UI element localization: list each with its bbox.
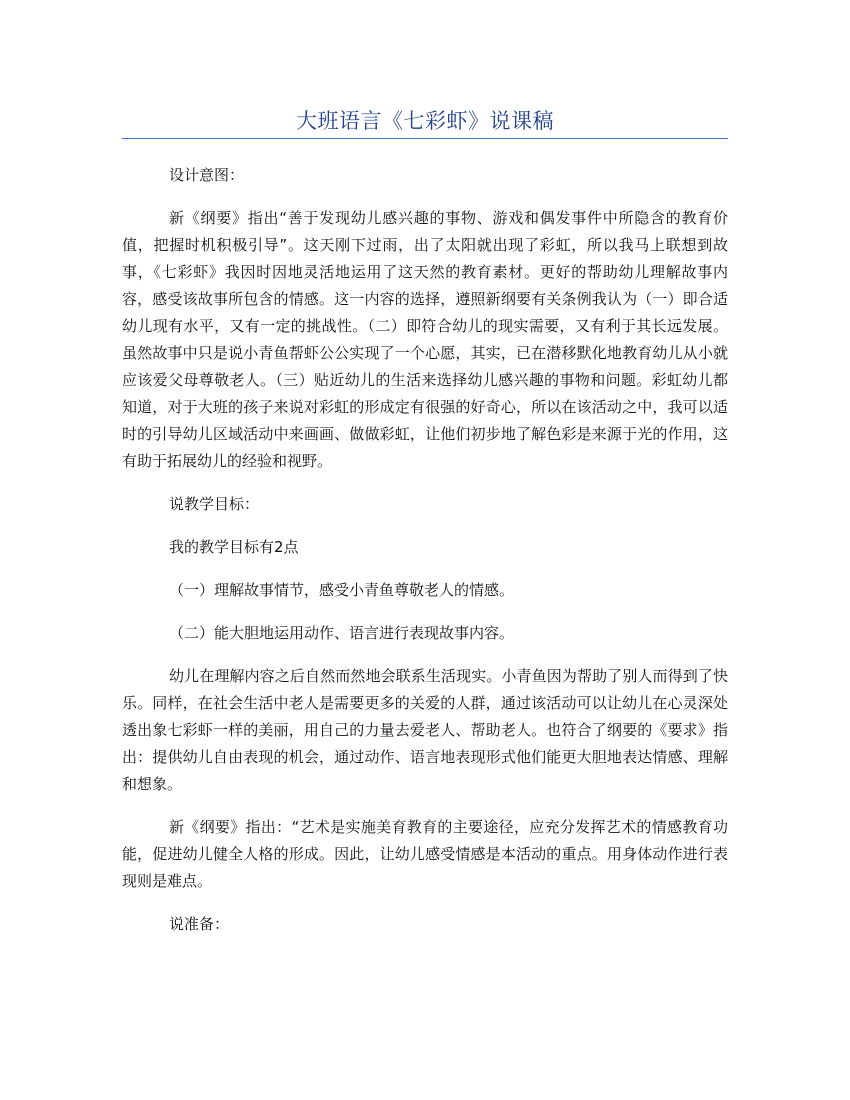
- section-heading-design-intent: 设计意图：: [169, 166, 245, 184]
- section-heading-teaching-goals: 说教学目标：: [169, 495, 260, 513]
- paragraph-goal-explanation: 幼儿在理解内容之后自然而然地会联系生活现实。小青鱼因为帮助了别人而得到了快乐。同样，在社会生活中老人是需要更多的关爱的人群，通过该活动可以让幼儿在心灵深处透出象七彩虾一样的美丽，用自己的力量去爱老人、帮助老人。也符合了纲要的《要求》指出：提供幼儿自由表现的机会，通过动作、语言地表现形式他们能更大胆地表达情感、理解和想象。: [122, 667, 728, 793]
- paragraph-goal-1: （一）理解故事情节，感受小青鱼尊敬老人的情感。: [169, 581, 515, 599]
- paragraph-design-intent: 新《纲要》指出“善于发现幼儿感兴趣的事物、游戏和偶发事件中所隐含的教育价值，把握时机积极引导”。这天刚下过雨，出了太阳就出现了彩虹，所以我马上联想到故事，《七彩虾》我因时因地灵活地运用了这天然的教育素材。更好的帮助幼儿理解故事内容，感受该故事所包含的情感。这一内容的选择，遵照新纲要有关条例我认为（一）即合适幼儿现有水平，又有一定的挑战性。（二）即符合幼儿的现实需要，又有利于其长远发展。虽然故事中只是说小青鱼帮虾公公实现了一个心愿，其实，已在潜移默化地教育幼儿从小就应该爱父母尊敬老人。（三）贴近幼儿的生活来选择幼儿感兴趣的事物和问题。彩虹幼儿都知道，对于大班的孩子来说对彩虹的形成定有很强的好奇心，所以在该活动之中，我可以适时的引导幼儿区域活动中来画画、做做彩虹，让他们初步地了解色彩是来源于光的作用，这有助于拓展幼儿的经验和视野。: [122, 209, 728, 470]
- paragraph-goal-2: （二）能大胆地运用动作、语言进行表现故事内容。: [169, 624, 515, 642]
- paragraph-goal-count: 我的教学目标有2点: [169, 538, 299, 556]
- document-title: 大班语言《七彩虾》说课稿: [296, 109, 554, 133]
- document-body: [122, 162, 728, 954]
- title-underline: [122, 138, 728, 139]
- paragraph-key-points: 新《纲要》指出：“艺术是实施美育教育的主要途径，应充分发挥艺术的情感教育功能，促进幼儿健全人格的形成。因此，让幼儿感受情感是本活动的重点。用身体动作进行表现则是难点。: [122, 818, 728, 890]
- section-heading-preparation: 说准备：: [169, 915, 230, 933]
